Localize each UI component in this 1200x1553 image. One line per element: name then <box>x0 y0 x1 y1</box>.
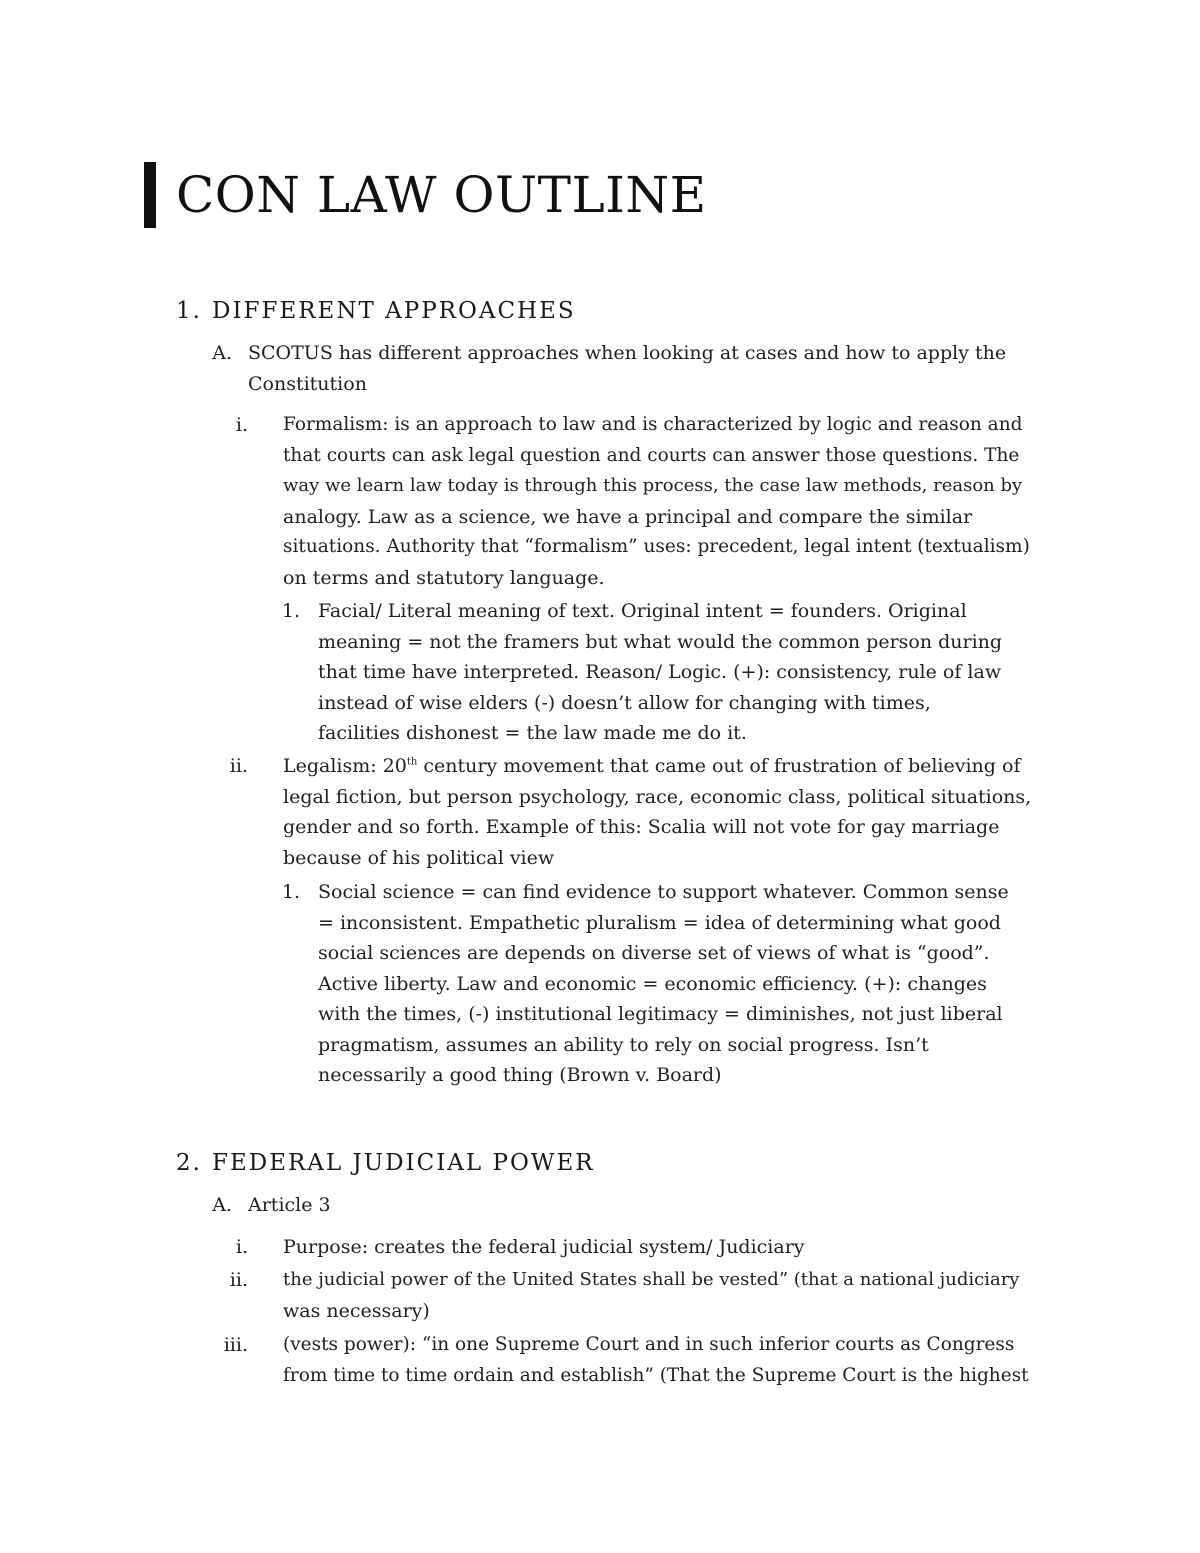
item-line: with the times, (-) institutional legitimacy = diminishes, not just liberal <box>318 1003 1003 1025</box>
item-marker: 1. <box>281 881 300 903</box>
page-title: CON LAW OUTLINE <box>176 166 707 224</box>
item-line: was necessary) <box>283 1299 430 1322</box>
item-line: social sciences are depends on diverse set of views of what is “good”. <box>318 942 990 964</box>
section-number: 2. <box>176 1150 202 1176</box>
item-line: SCOTUS has different approaches when looking at cases and how to apply the <box>248 342 1007 364</box>
item-line: (vests power): “in one Supreme Court and in such inferior courts as Congress <box>283 1334 1015 1355</box>
item-line: from time to time ordain and establish” (That the Supreme Court is the highest <box>283 1364 1029 1386</box>
item-line: analogy. Law as a science, we have a principal and compare the similar <box>283 505 973 528</box>
item-line: Constitution <box>248 372 367 395</box>
item-line: instead of wise elders (-) doesn’t allow for changing with times, <box>318 691 931 714</box>
item-marker: A. <box>212 342 232 364</box>
item-line: the judicial power of the United States shall be vested” (that a national judiciary <box>283 1269 1020 1290</box>
item-marker: ii. <box>229 755 248 777</box>
item-line: way we learn law today is through this process, the case law methods, reason by <box>283 475 1023 496</box>
item-line: that time have interpreted. Reason/ Logic. (+): consistency, rule of law <box>318 661 1002 683</box>
item-line: situations. Authority that “formalism” uses: precedent, legal intent (textualism) <box>283 536 1030 557</box>
item-line: that courts can ask legal question and courts can answer those questions. The <box>283 444 1020 466</box>
item-line: on terms and statutory language. <box>283 566 605 589</box>
section-title: FEDERAL JUDICIAL POWER <box>212 1150 595 1176</box>
item-line: Legalism: 20th century movement that came out of frustration of believing of <box>283 755 1021 777</box>
item-line: = inconsistent. Empathetic pluralism = idea of determining what good <box>318 911 1001 934</box>
item-line: pragmatism, assumes an ability to rely on social progress. Isn’t <box>318 1033 929 1056</box>
item-line: Article 3 <box>248 1194 331 1216</box>
item-line: gender and so forth. Example of this: Scalia will not vote for gay marriage <box>283 816 1000 838</box>
item-marker: ii. <box>229 1269 248 1291</box>
item-marker: iii. <box>223 1334 248 1356</box>
item-marker: i. <box>235 1236 248 1258</box>
item-line: Purpose: creates the federal judicial system/ Judiciary <box>283 1236 805 1258</box>
section-number: 1. <box>176 298 202 324</box>
section-title: DIFFERENT APPROACHES <box>212 298 576 324</box>
item-line: Facial/ Literal meaning of text. Original intent = founders. Original <box>318 600 967 622</box>
title-accent-bar <box>144 162 156 228</box>
item-marker: 1. <box>281 600 300 622</box>
item-line: because of his political view <box>283 846 555 869</box>
item-line: Formalism: is an approach to law and is characterized by logic and reason and <box>283 414 1023 435</box>
item-marker: i. <box>235 414 248 436</box>
item-line: facilities dishonest = the law made me do it. <box>318 722 747 744</box>
item-line: meaning = not the framers but what would the common person during <box>318 630 1003 653</box>
item-line: Active liberty. Law and economic = economic efficiency. (+): changes <box>318 972 987 995</box>
item-line: legal fiction, but person psychology, race, economic class, political situations, <box>283 785 1032 808</box>
item-line: Social science = can find evidence to support whatever. Common sense <box>318 881 1009 903</box>
item-line: necessarily a good thing (Brown v. Board) <box>318 1064 722 1086</box>
item-marker: A. <box>212 1194 232 1216</box>
